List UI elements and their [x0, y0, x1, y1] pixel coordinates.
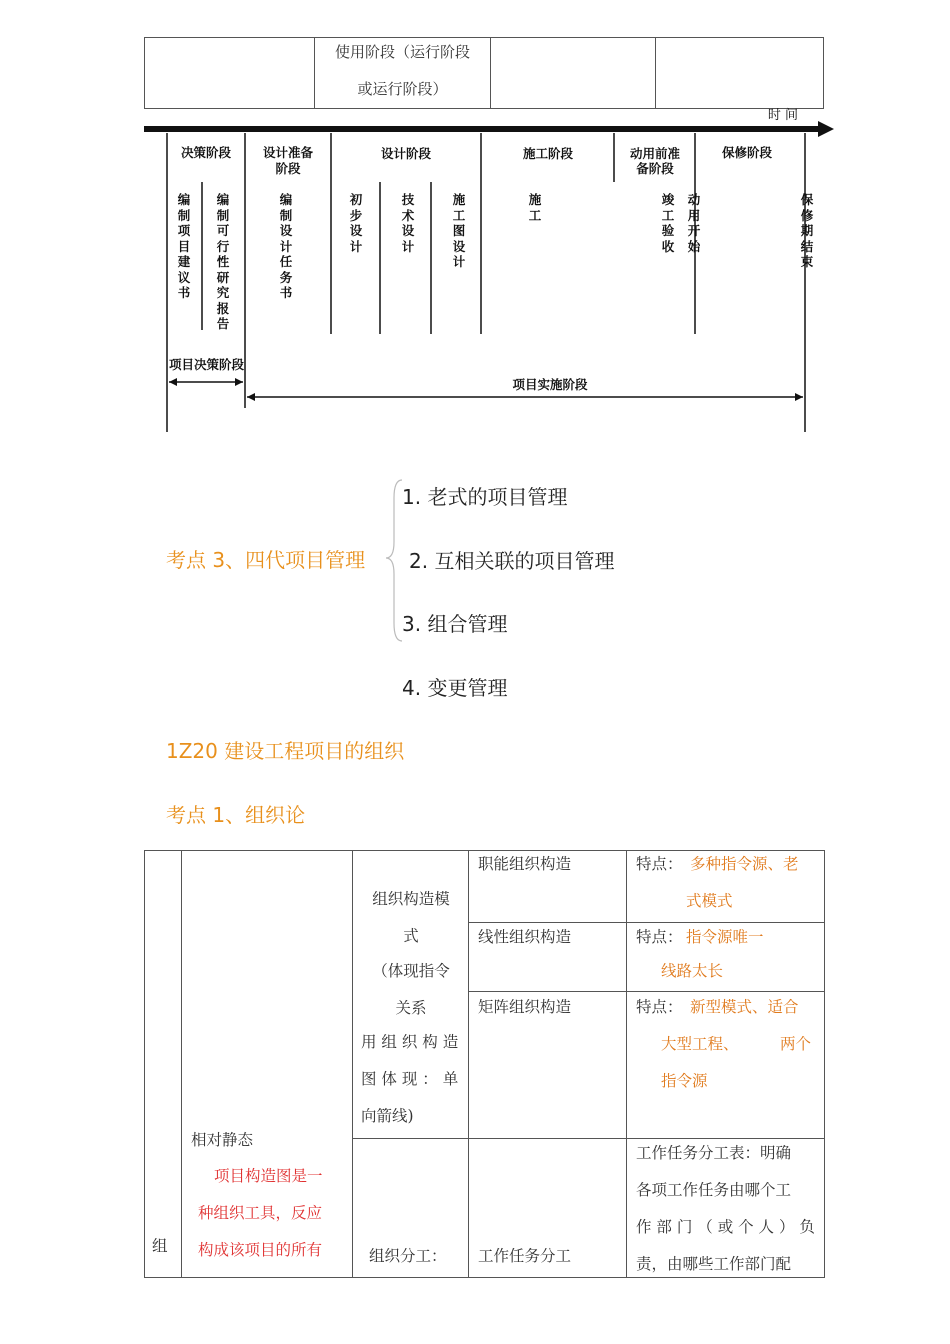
- r1-prefix: 特点：: [636, 855, 683, 873]
- r2-prefix: 特点：: [636, 928, 683, 946]
- r3-line2b: 两个: [780, 1035, 812, 1053]
- milestone-warranty-end: 保修期结束: [800, 192, 814, 269]
- r2-line2: 线路太长: [661, 962, 724, 980]
- r1-line1: 多种指令源、老: [690, 855, 799, 873]
- milestone-start-use: 动用开始: [687, 192, 701, 254]
- col3-line-3: （体现指令: [372, 962, 450, 980]
- phase-decision: 决策阶段: [180, 145, 231, 160]
- outline-item-1: 1. 老式的项目管理: [402, 485, 568, 509]
- milestone-acceptance: 竣工验收: [661, 192, 675, 254]
- time-label: 时 间: [767, 108, 799, 123]
- milestone-preliminary-design: 初步设计: [349, 192, 363, 254]
- r1-line2: 式模式: [686, 892, 733, 910]
- r3-type: 矩阵组织构造: [478, 998, 572, 1016]
- kaodian1-label: 考点 1、组织论: [166, 803, 306, 827]
- milestone-construction-drawings: 施工图设计: [452, 192, 466, 269]
- milestone-technical-design: 技术设计: [401, 192, 415, 254]
- outline-item-2: 2. 互相关联的项目管理: [409, 549, 615, 573]
- r4-line-2: 各项工作任务由哪个工: [636, 1181, 792, 1199]
- col2-desc-2: 种组织工具，反应: [198, 1204, 323, 1222]
- phase-pre-use-2: 备阶段: [636, 161, 674, 176]
- top-cell-line1: 使用阶段（运行阶段: [334, 43, 470, 61]
- col2-static: 相对静态: [191, 1131, 254, 1149]
- r1-type: 职能组织构造: [478, 855, 572, 873]
- kaodian3-label: 考点 3、四代项目管理: [166, 548, 366, 572]
- r4-line-4: 责，由哪些工作部门配: [636, 1255, 792, 1273]
- phase-design: 设计阶段: [380, 146, 431, 161]
- col3-line-1: 组织构造模: [372, 890, 450, 908]
- r2-type: 线性组织构造: [478, 928, 572, 946]
- milestone-proposal: 编制项目建议书: [177, 192, 191, 300]
- col3-line-5: 用 组 织 构 造: [361, 1033, 459, 1051]
- phase-construction: 施工阶段: [522, 146, 573, 161]
- r3-line2a: 大型工程、: [661, 1035, 739, 1053]
- phase-pre-use-1: 动用前准: [629, 146, 680, 161]
- r2-line1: 指令源唯一: [686, 928, 764, 946]
- r3-prefix: 特点：: [636, 998, 683, 1016]
- outline-item-4: 4. 变更管理: [402, 676, 508, 700]
- milestone-construction: 施工: [528, 192, 542, 223]
- time-arrow-head: [818, 121, 834, 137]
- phase-design-prep-1: 设计准备: [262, 145, 313, 160]
- col3-line-2: 式: [403, 927, 419, 945]
- span-implementation-label: 项目实施阶段: [512, 377, 588, 392]
- time-axis: [144, 126, 820, 132]
- outline-item-3: 3. 组合管理: [402, 612, 508, 636]
- col3-line-4: 关系: [395, 999, 427, 1017]
- phase-warranty: 保修阶段: [721, 145, 772, 160]
- section-title: 1Z20 建设工程项目的组织: [166, 739, 405, 763]
- col2-desc-1: 项目构造图是一: [214, 1167, 323, 1185]
- milestone-feasibility: 编制可行性研究报告: [216, 192, 230, 331]
- r4-type: 工作任务分工: [478, 1247, 572, 1265]
- r3-line3: 指令源: [661, 1072, 708, 1090]
- col3-division: 组织分工：: [369, 1247, 447, 1265]
- span-decision-label: 项目决策阶段: [169, 357, 245, 372]
- r3-line1: 新型模式、适合: [690, 998, 799, 1016]
- r4-line-3: 作 部 门 （ 或 个 人 ） 负: [636, 1218, 815, 1236]
- col1-text: 组: [152, 1237, 168, 1255]
- col3-line-6: 图 体 现 ： 单: [361, 1070, 459, 1088]
- col2-desc-3: 构成该项目的所有: [198, 1241, 323, 1259]
- top-cell-line2: 或运行阶段）: [357, 80, 448, 98]
- phase-design-prep-2: 阶段: [275, 161, 301, 176]
- col3-line-7: 向箭线): [361, 1107, 414, 1125]
- milestone-design-brief: 编制设计任务书: [279, 192, 293, 300]
- r4-line-1: 工作任务分工表：明确: [636, 1144, 792, 1162]
